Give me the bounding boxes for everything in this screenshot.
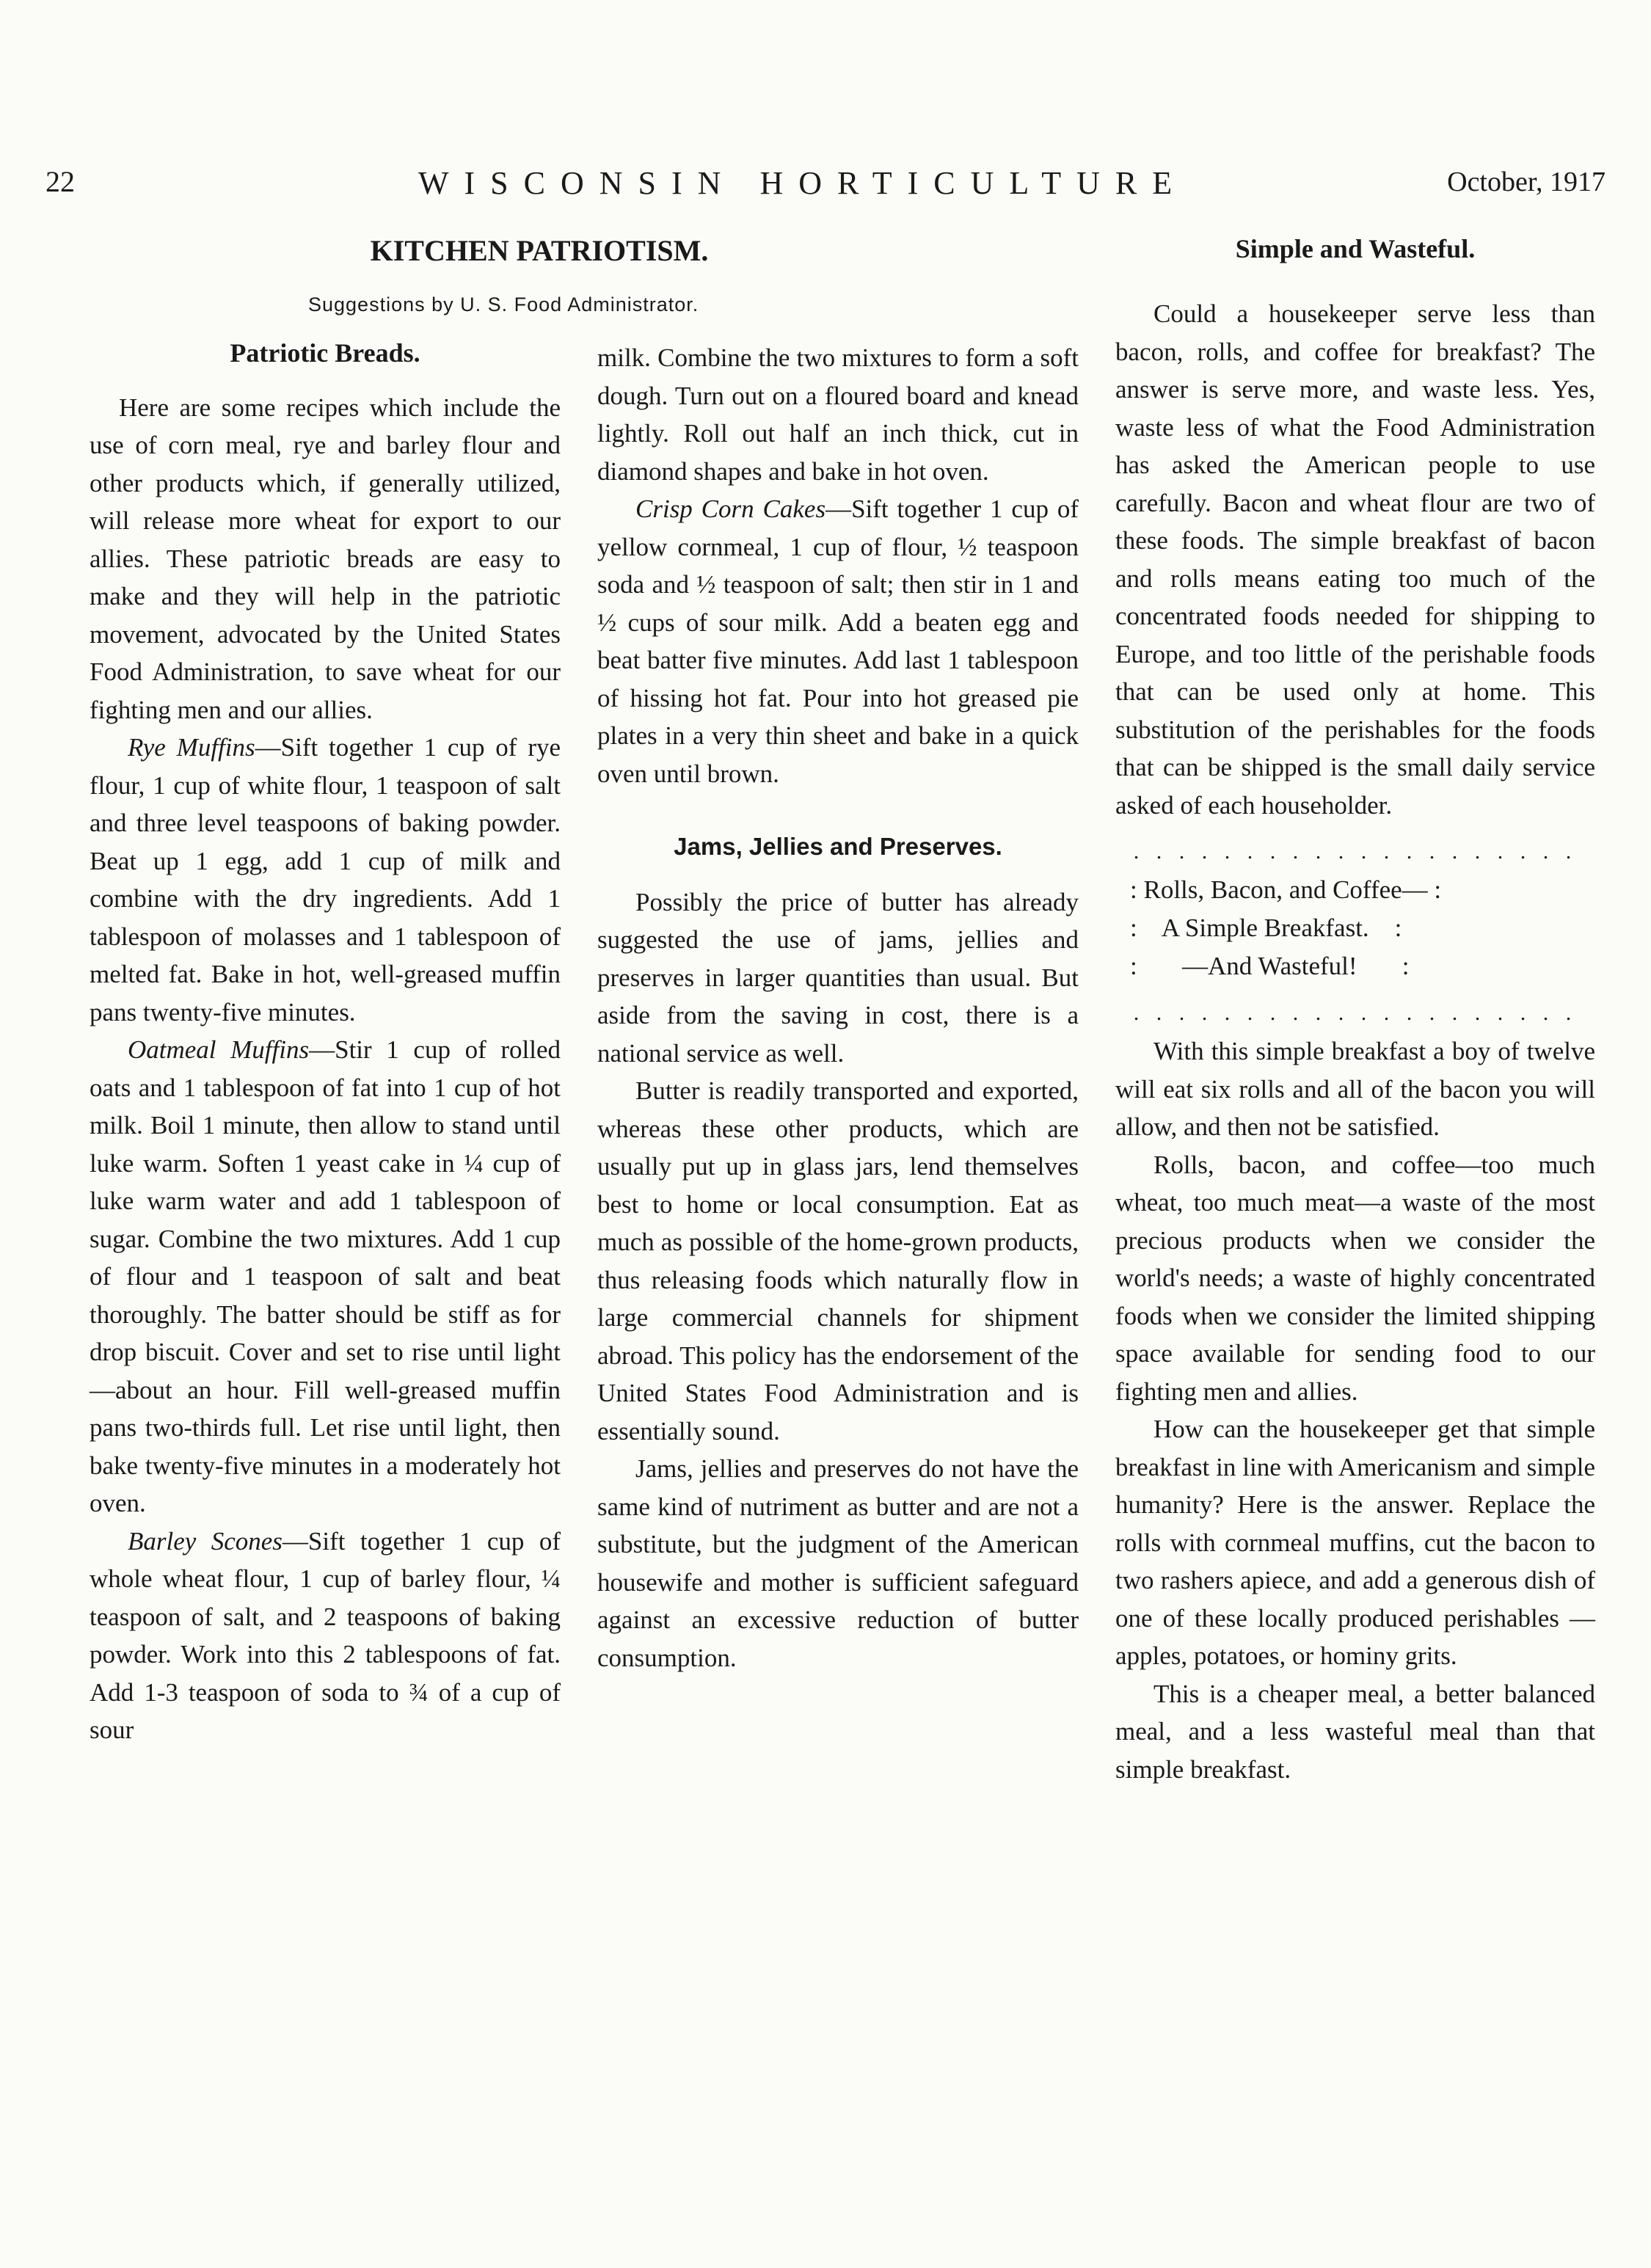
heading-jams-jellies: Jams, Jellies and Preserves. bbox=[674, 833, 1002, 860]
paragraph: Jams, jellies and preserves do not have the same kind of nutriment as butter and are not a substitute, but the judgment of the American housewife and mother is sufficient safeguard against an excessive reduction of butter consumption. bbox=[597, 1454, 1079, 1672]
recipe-crisp-corn-cakes: Crisp Corn Cakes—Sift together 1 cup of yellow cornmeal, 1 cup of flour, ½ teaspoon soda and ½ teaspoon of salt; then stir in 1 and ½ cups of sour milk. Add a beaten egg and beat batter five minutes. Add last 1 tablespoon of hissing hot fat. Pour into hot greased pie plates in a very thin sheet and bake in a quick oven until brown. bbox=[597, 495, 1079, 788]
issue-date: October, 1917 bbox=[1447, 167, 1606, 197]
paragraph: With this simple breakfast a boy of twelve will eat six rolls and all of the bacon you will allow, and then not be satisfied. bbox=[1115, 1037, 1595, 1141]
article-subtitle: Suggestions by U. S. Food Administrator. bbox=[308, 293, 699, 316]
paragraph: How can the housekeeper get that simple breakfast in line with Americanism and simple humanity? Here is the answer. Replace the rolls with cornmeal muffins, cut the bacon to two rashers apiece, and add a generous dish of one of these locally produced perishables —apples, potatoes, or hominy grits. bbox=[1115, 1415, 1595, 1670]
column-3 bbox=[1115, 295, 1595, 1788]
recipe-title: Barley Scones bbox=[128, 1526, 283, 1556]
recipe-title: Oatmeal Muffins bbox=[128, 1035, 310, 1064]
verse-line: : —And Wasteful! : bbox=[1130, 952, 1410, 980]
recipe-title: Crisp Corn Cakes bbox=[635, 495, 826, 523]
column-1 bbox=[90, 335, 561, 1749]
recipe-rye-muffins: Rye Muffins—Sift together 1 cup of rye flour, 1 cup of white flour, 1 teaspoon of salt and three level teaspoons of baking powder. Beat up 1 egg, add 1 cup of milk and combine with the dry ingredients. Add 1 tablespoon of molasses and 1 tablespoon of melted fat. Bake in hot, well-greased muffin pans twenty-five minutes. bbox=[90, 733, 561, 1027]
dotted-border: . . . . . . . . . . . . . . . . . . . . bbox=[1133, 1001, 1578, 1025]
paragraph: This is a cheaper meal, a better balanced meal, and a less wasteful meal than that simple breakfast. bbox=[1115, 1679, 1595, 1784]
paragraph: Could a housekeeper serve less than bacon, rolls, and coffee for breakfast? The answer is serve more, and waste less. Yes, waste less of what the Food Administration has asked the American people to use carefully. Bacon and wheat flour are two of these foods. The simple breakfast of bacon and rolls means eating too much of the concentrated foods needed for shipping to Europe, and too little of the perishable foods that can be used only at home. This substitution of the perishables for the foods that can be shipped is the small daily service asked of each householder. bbox=[1115, 299, 1595, 820]
running-header bbox=[0, 164, 1651, 208]
paragraph: Rolls, bacon, and coffee—too much wheat, too much meat—a waste of the most precious products when we consider the world's needs; a waste of highly concentrated foods when we consider the limited shipping space available for sending food to our fighting men and allies. bbox=[1115, 1150, 1595, 1406]
paragraph: Possibly the price of butter has already suggested the use of jams, jellies and preserves in larger quantities than usual. But aside from the saving in cost, there is a national service as well. bbox=[597, 887, 1079, 1068]
page-number: 22 bbox=[45, 165, 75, 198]
continued-paragraph: milk. Combine the two mixtures to form a soft dough. Turn out on a floured board and knead lightly. Roll out half an inch thick, cut in diamond shapes and bake in hot oven. bbox=[597, 343, 1079, 486]
article-title: KITCHEN PATRIOTISM. bbox=[370, 234, 709, 267]
verse-line: : A Simple Breakfast. : bbox=[1130, 914, 1402, 942]
journal-title: WISCONSIN HORTICULTURE bbox=[418, 165, 1188, 201]
heading-patriotic-breads: Patriotic Breads. bbox=[230, 338, 420, 368]
heading-simple-wasteful: Simple and Wasteful. bbox=[1235, 234, 1476, 263]
paragraph: Butter is readily transported and exported, whereas these other products, which are usually put up in glass jars, lend themselves best to home or local consumption. Eat as much as possible of the home-grown products, thus releasing foods which naturally flow in large commercial channels for shipment abroad. This policy has the endorsement of the United States Food Administration and is essentially sound. bbox=[597, 1076, 1079, 1445]
column-2 bbox=[597, 339, 1079, 1677]
intro-paragraph: Here are some recipes which include the use of corn meal, rye and barley flour and other products which, if generally utilized, will release more wheat for export to our allies. These patriotic breads are easy to make and they will help in the patriotic movement, advocated by the United States Food Administration, to save wheat for our fighting men and our allies. bbox=[90, 393, 561, 724]
verse-line: : Rolls, Bacon, and Coffee— : bbox=[1130, 875, 1442, 904]
recipe-barley-scones: Barley Scones—Sift together 1 cup of whole wheat flour, 1 cup of barley flour, ¼ teaspoon of salt, and 2 teaspoons of baking powder. Work into this 2 tablespoons of fat. Add 1-3 teaspoon of soda to ¾ of a cup of sour bbox=[90, 1526, 561, 1744]
dotted-border: . . . . . . . . . . . . . . . . . . . . bbox=[1133, 839, 1578, 864]
recipe-oatmeal-muffins: Oatmeal Muffins—Stir 1 cup of rolled oats and 1 tablespoon of fat into 1 cup of hot milk. Boil 1 minute, then allow to stand until luke warm. Soften 1 yeast cake in ¼ cup of luke warm water and add 1 tablespoon of sugar. Combine the two mixtures. Add 1 cup of flour and 1 teaspoon of salt and beat thoroughly. The batter should be stiff as for drop biscuit. Cover and set to rise until light—about an hour. Fill well-greased muffin pans two-thirds full. Let rise until light, then bake twenty-five minutes in a moderately hot oven. bbox=[90, 1035, 561, 1517]
recipe-title: Rye Muffins bbox=[128, 733, 255, 762]
